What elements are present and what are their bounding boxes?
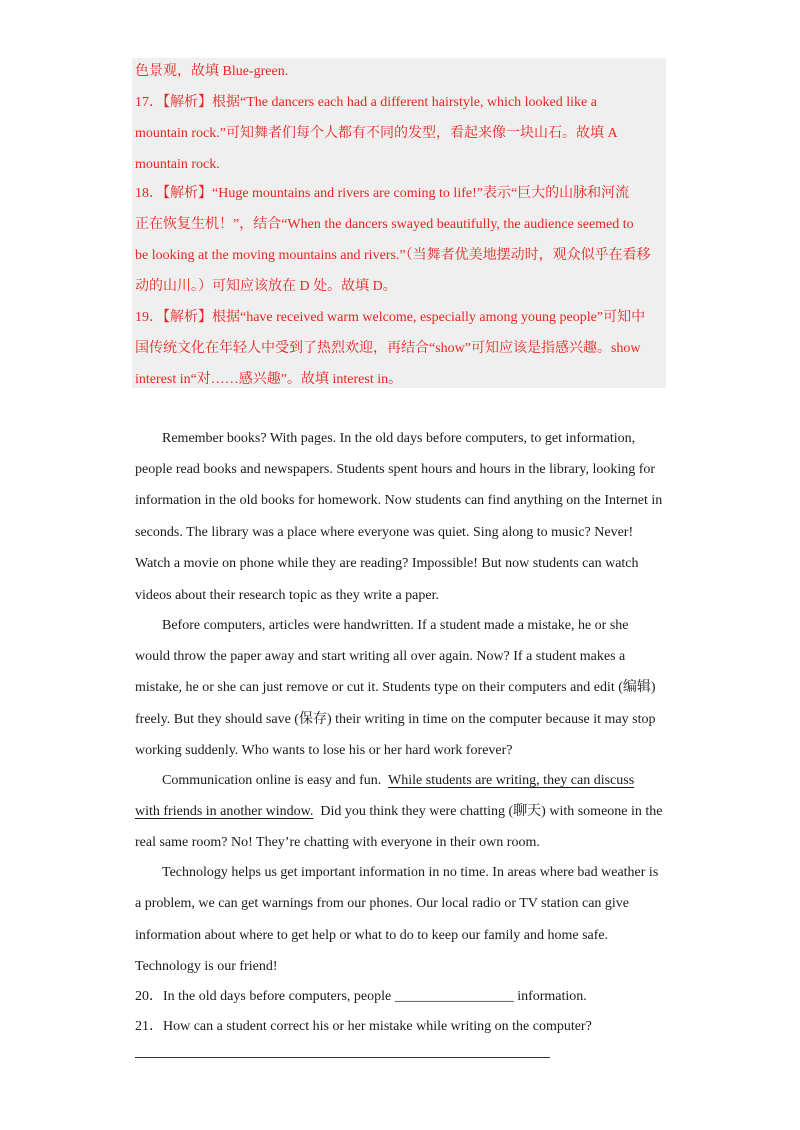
answer-line-1: 色景观，故填 Blue-green. — [135, 64, 289, 79]
passage-line: freely. But they should save (保存) their writing in time on the computer because it may stop — [135, 712, 656, 727]
passage-line: real same room? No! They’re chatting with everyone in their own room. — [135, 835, 540, 850]
passage-line: information in the old books for homework. Now students can find anything on the Internet in — [135, 493, 663, 508]
passage-line — [162, 771, 634, 791]
answer-19-line-3: interest in“对……感兴趣”。故填 interest in。 — [135, 372, 403, 387]
passage-line: information about where to get help or what to do to keep our family and home safe. — [135, 928, 609, 943]
passage-line: videos about their research topic as they write a paper. — [135, 588, 439, 603]
answer-17-line-1: 17．【解析】根据“The dancers each had a different hairstyle, which looked like a — [135, 95, 597, 110]
passage-line: people read books and newspapers. Students spent hours and hours in the library, looking for — [135, 462, 656, 477]
passage-line: Technology is our friend! — [135, 959, 278, 974]
answer-17-line-2: mountain rock.”可知舞者们每个人都有不同的发型，看起来像一块山石。故填 A — [135, 126, 618, 141]
answer-blank-line[interactable] — [135, 1057, 550, 1058]
passage-line: Before computers, articles were handwritten. If a student made a mistake, he or she — [162, 618, 629, 633]
passage-line: Remember books? With pages. In the old days before computers, to get information, — [162, 431, 636, 446]
passage-line: mistake, he or she can just remove or cut it. Students type on their computers and edit (编辑) — [135, 680, 656, 695]
underlined-sentence-part-2: with friends in another window. — [135, 804, 314, 819]
question-21: 21．How can a student correct his or her mistake while writing on the computer? — [135, 1019, 592, 1034]
answer-17-line-3: mountain rock. — [135, 157, 220, 172]
answer-18-line-1: 18．【解析】“Huge mountains and rivers are coming to life!”表示“巨大的山脉和河流 — [135, 186, 630, 201]
question-20: 20．In the old days before computers, people _________________ information. — [135, 989, 587, 1004]
answer-18-line-4: 动的山川。）可知应该放在 D 处。故填 D。 — [135, 279, 397, 294]
passage-text: Communication online is easy and fun. — [162, 773, 382, 788]
answer-19-line-2: 国传统文化在年轻人中受到了热烈欢迎，再结合“show”可知应该是指感兴趣。show — [135, 341, 641, 356]
passage-line: Technology helps us get important information in no time. In areas where bad weather is — [162, 865, 659, 880]
passage-line: Watch a movie on phone while they are reading? Impossible! But now students can watch — [135, 556, 639, 571]
passage-text: Did you think they were chatting (聊天) with someone in the — [320, 804, 663, 819]
answer-18-line-3: be looking at the moving mountains and rivers.”（当舞者优美地摆动时，观众似乎在看移 — [135, 248, 651, 263]
passage-line: a problem, we can get warnings from our phones. Our local radio or TV station can give — [135, 896, 630, 911]
answer-18-line-2: 正在恢复生机！”，结合“When the dancers swayed beautifully, the audience seemed to — [135, 217, 634, 232]
underlined-sentence-part-1: While students are writing, they can discuss — [388, 773, 635, 788]
answer-19-line-1: 19．【解析】根据“have received warm welcome, especially among young people”可知中 — [135, 310, 646, 325]
passage-line: working suddenly. Who wants to lose his or her hard work forever? — [135, 743, 513, 758]
passage-line — [135, 802, 663, 822]
passage-line: seconds. The library was a place where everyone was quiet. Sing along to music? Never! — [135, 525, 634, 540]
passage-line: would throw the paper away and start writing all over again. Now? If a student makes a — [135, 649, 626, 664]
